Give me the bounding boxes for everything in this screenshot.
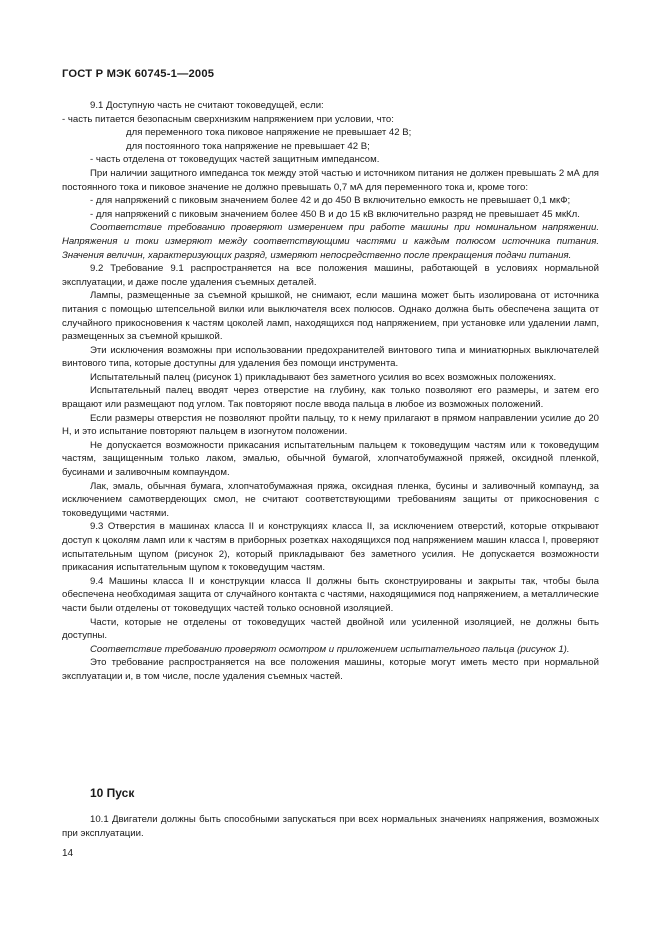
paragraph: 9.4 Машины класса II и конструкции класса II должны быть сконструированы и закрыты так, чтобы была обеспечена необходимая защита от случайного контакта с частями, находящимися под напряжением, а металлические части были отделены от токоведущих частей только основной изоляцией. [62,575,599,614]
paragraph: для постоянного тока напряжение не превышает 42 В; [126,140,370,152]
paragraph: Если размеры отверстия не позволяют пройти пальцу, то к нему прилагают в прямом направлении усилие до 20 Н, и это испытание повторяют пальцем в изогнутом положении. [62,412,599,438]
paragraph: для переменного тока пиковое напряжение не превышает 42 В; [126,127,412,139]
document-header: ГОСТ Р МЭК 60745-1—2005 [62,68,215,80]
compliance-paragraph: Соответствие требованию проверяют осмотром и приложением испытательного пальца (рисунок 1). [90,643,570,655]
paragraph: Испытательный палец вводят через отверстие на глубину, как только позволяют его размеры, и затем его вращают или размещают под углом. Так повторяют после ввода пальца в любое из возможных положений. [62,385,599,411]
paragraph: Лак, эмаль, обычная бумага, хлопчатобумажная пряжа, оксидная пленка, бусины и заливочный компаунд, за исключением самотвердеющих смол, не считают соответствующими требованиям защиты от прикосновения с токоведущими частями. [62,480,599,519]
paragraph: При наличии защитного импеданса ток между этой частью и источником питания не должен превышать 2 мА для постоянного тока и пиковое значение не должно превышать 0,7 мА для переменного тока и, кроме того: [62,167,599,193]
paragraph: - для напряжений с пиковым значением более 42 и до 450 В включительно емкость не превышает 0,1 мкФ; [90,195,571,207]
paragraph: 9.2 Требование 9.1 распространяется на все положения машины, работающей в условиях нормальной эксплуатации, и даже после удаления съемных деталей. [62,263,599,288]
paragraph: - часть отделена от токоведущих частей защитным импедансом. [90,154,380,166]
page-number: 14 [62,848,74,859]
paragraph: 9.1 Доступную часть не считают токоведущей, если: [90,100,324,111]
paragraph: - для напряжений с пиковым значением более 450 В и до 15 кВ включительно разряд не превышает 45 мкКл. [90,208,580,220]
paragraph: 10.1 Двигатели должны быть способными запускаться при всех нормальных значениях напряжения, возможных при эксплуатации. [62,814,599,839]
paragraph: Не допускается возможности прикасания испытательным пальцем к токоведущим частям или к токоведущим частям, защищенным только лаком, эмалью, обычной бумагой, хлопчатобумажной пряжей, оксидной пленкой, бусинами и заливочным компаундом. [62,439,599,479]
section-heading: 10 Пуск [90,786,135,800]
paragraph: Части, которые не отделены от токоведущих частей двойной или усиленной изоляцией, не должны быть доступны. [62,616,599,642]
paragraph: - часть питается безопасным сверхнизким напряжением при условии, что: [62,113,394,125]
section-body [62,813,599,840]
paragraph: 9.3 Отверстия в машинах класса II и конструкциях класса II, за исключением отверстий, которые открывают доступ к цоколям ламп или к частям в приборных розетках находящихся под напряжением машин класса I, проверяют испытательным щупом (рисунок 2), который прикладывают без заметного усилия. Не допускается возможности прикасания испытательным щупом к токоведущим частям. [62,521,599,574]
paragraph: Эти исключения возможны при использовании предохранителей винтового типа и миниатюрных выключателей винтового типа, которые доступны для удаления без помощи инструмента. [62,344,599,370]
paragraph: Испытательный палец (рисунок 1) прикладывают без заметного усилия во всех возможных положениях. [90,371,557,383]
paragraph: Это требование распространяется на все положения машины, которые могут иметь место при нормальной эксплуатации и, в том числе, после удаления съемных частей. [62,657,599,682]
paragraph: Лампы, размещенные за съемной крышкой, не снимают, если машина может быть изолирована от источника питания с помощью штепсельной вилки или выключателя всех полюсов. Однако должна быть обеспечена защита от случайного прикосновения к частям цоколей ламп, находящихся под напряжением, при установке или удалении ламп, размещенных за съемной крышкой. [62,290,599,343]
document-body [62,99,599,684]
compliance-paragraph: Соответствие требованию проверяют измерением при работе машины при номинальном напряжении. Напряжения и токи измеряют между соответствующими частями и каждым полюсом источника питания. Значения величин, характеризующих разряд, измеряют непосредственно после прекращения подачи питания. [62,222,599,261]
